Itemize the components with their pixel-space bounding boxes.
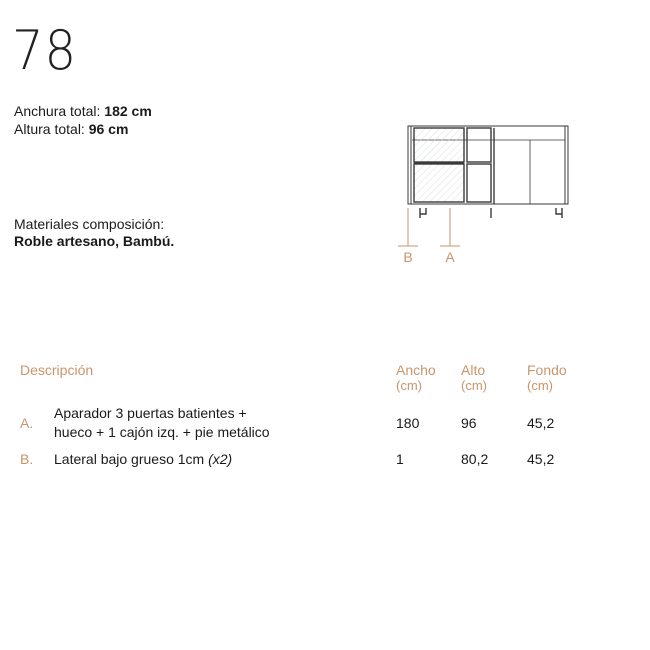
marker-a-label: A xyxy=(445,249,455,265)
left-glass-doors xyxy=(414,128,464,202)
row-description xyxy=(54,450,232,469)
sideboard-drawing xyxy=(398,120,578,268)
model-number: 78 xyxy=(12,19,78,82)
row-letter: A. xyxy=(20,415,34,431)
header-depth-label: Fondo xyxy=(527,362,567,378)
middle-column xyxy=(467,128,491,202)
row-height: 96 xyxy=(461,415,477,431)
header-width-label: Ancho xyxy=(396,362,436,378)
header-width-unit: (cm) xyxy=(396,378,422,393)
row-description xyxy=(54,404,270,442)
header-depth xyxy=(527,362,567,394)
header-description: Descripción xyxy=(20,362,94,378)
total-width-value: 182 cm xyxy=(104,103,152,119)
row-depth: 45,2 xyxy=(527,415,555,431)
row-description-line: hueco + 1 cajón izq. + pie metálico xyxy=(54,424,270,440)
table-row xyxy=(20,450,620,470)
header-height xyxy=(461,362,487,394)
materials-value: Roble artesano, Bambú. xyxy=(14,233,175,249)
row-letter: B. xyxy=(20,451,34,467)
materials-block xyxy=(14,216,174,250)
row-width: 180 xyxy=(396,415,420,431)
marker-b-label: B xyxy=(403,249,413,265)
total-height xyxy=(14,120,152,138)
sideboard-legs xyxy=(420,208,562,218)
row-width: 1 xyxy=(396,451,404,467)
total-height-value: 96 cm xyxy=(88,121,129,137)
dimension-marker-a xyxy=(440,208,460,265)
row-height: 80,2 xyxy=(461,451,489,467)
materials-label: Materiales composición: xyxy=(14,216,165,232)
dimensions-summary xyxy=(14,102,152,138)
total-height-label: Altura total: xyxy=(14,121,85,137)
header-height-unit: (cm) xyxy=(461,378,487,393)
row-description-suffix: (x2) xyxy=(208,451,233,467)
dimension-marker-b xyxy=(398,208,418,265)
header-height-label: Alto xyxy=(461,362,486,378)
row-description-main: Lateral bajo grueso 1cm xyxy=(54,451,205,467)
header-width xyxy=(396,362,436,394)
total-width-label: Anchura total: xyxy=(14,103,101,119)
header-depth-unit: (cm) xyxy=(527,378,553,393)
table-row xyxy=(20,404,620,444)
total-width xyxy=(14,102,152,120)
row-depth: 45,2 xyxy=(527,451,555,467)
right-doors xyxy=(494,128,530,204)
row-description-line: Aparador 3 puertas batientes + xyxy=(54,405,247,421)
